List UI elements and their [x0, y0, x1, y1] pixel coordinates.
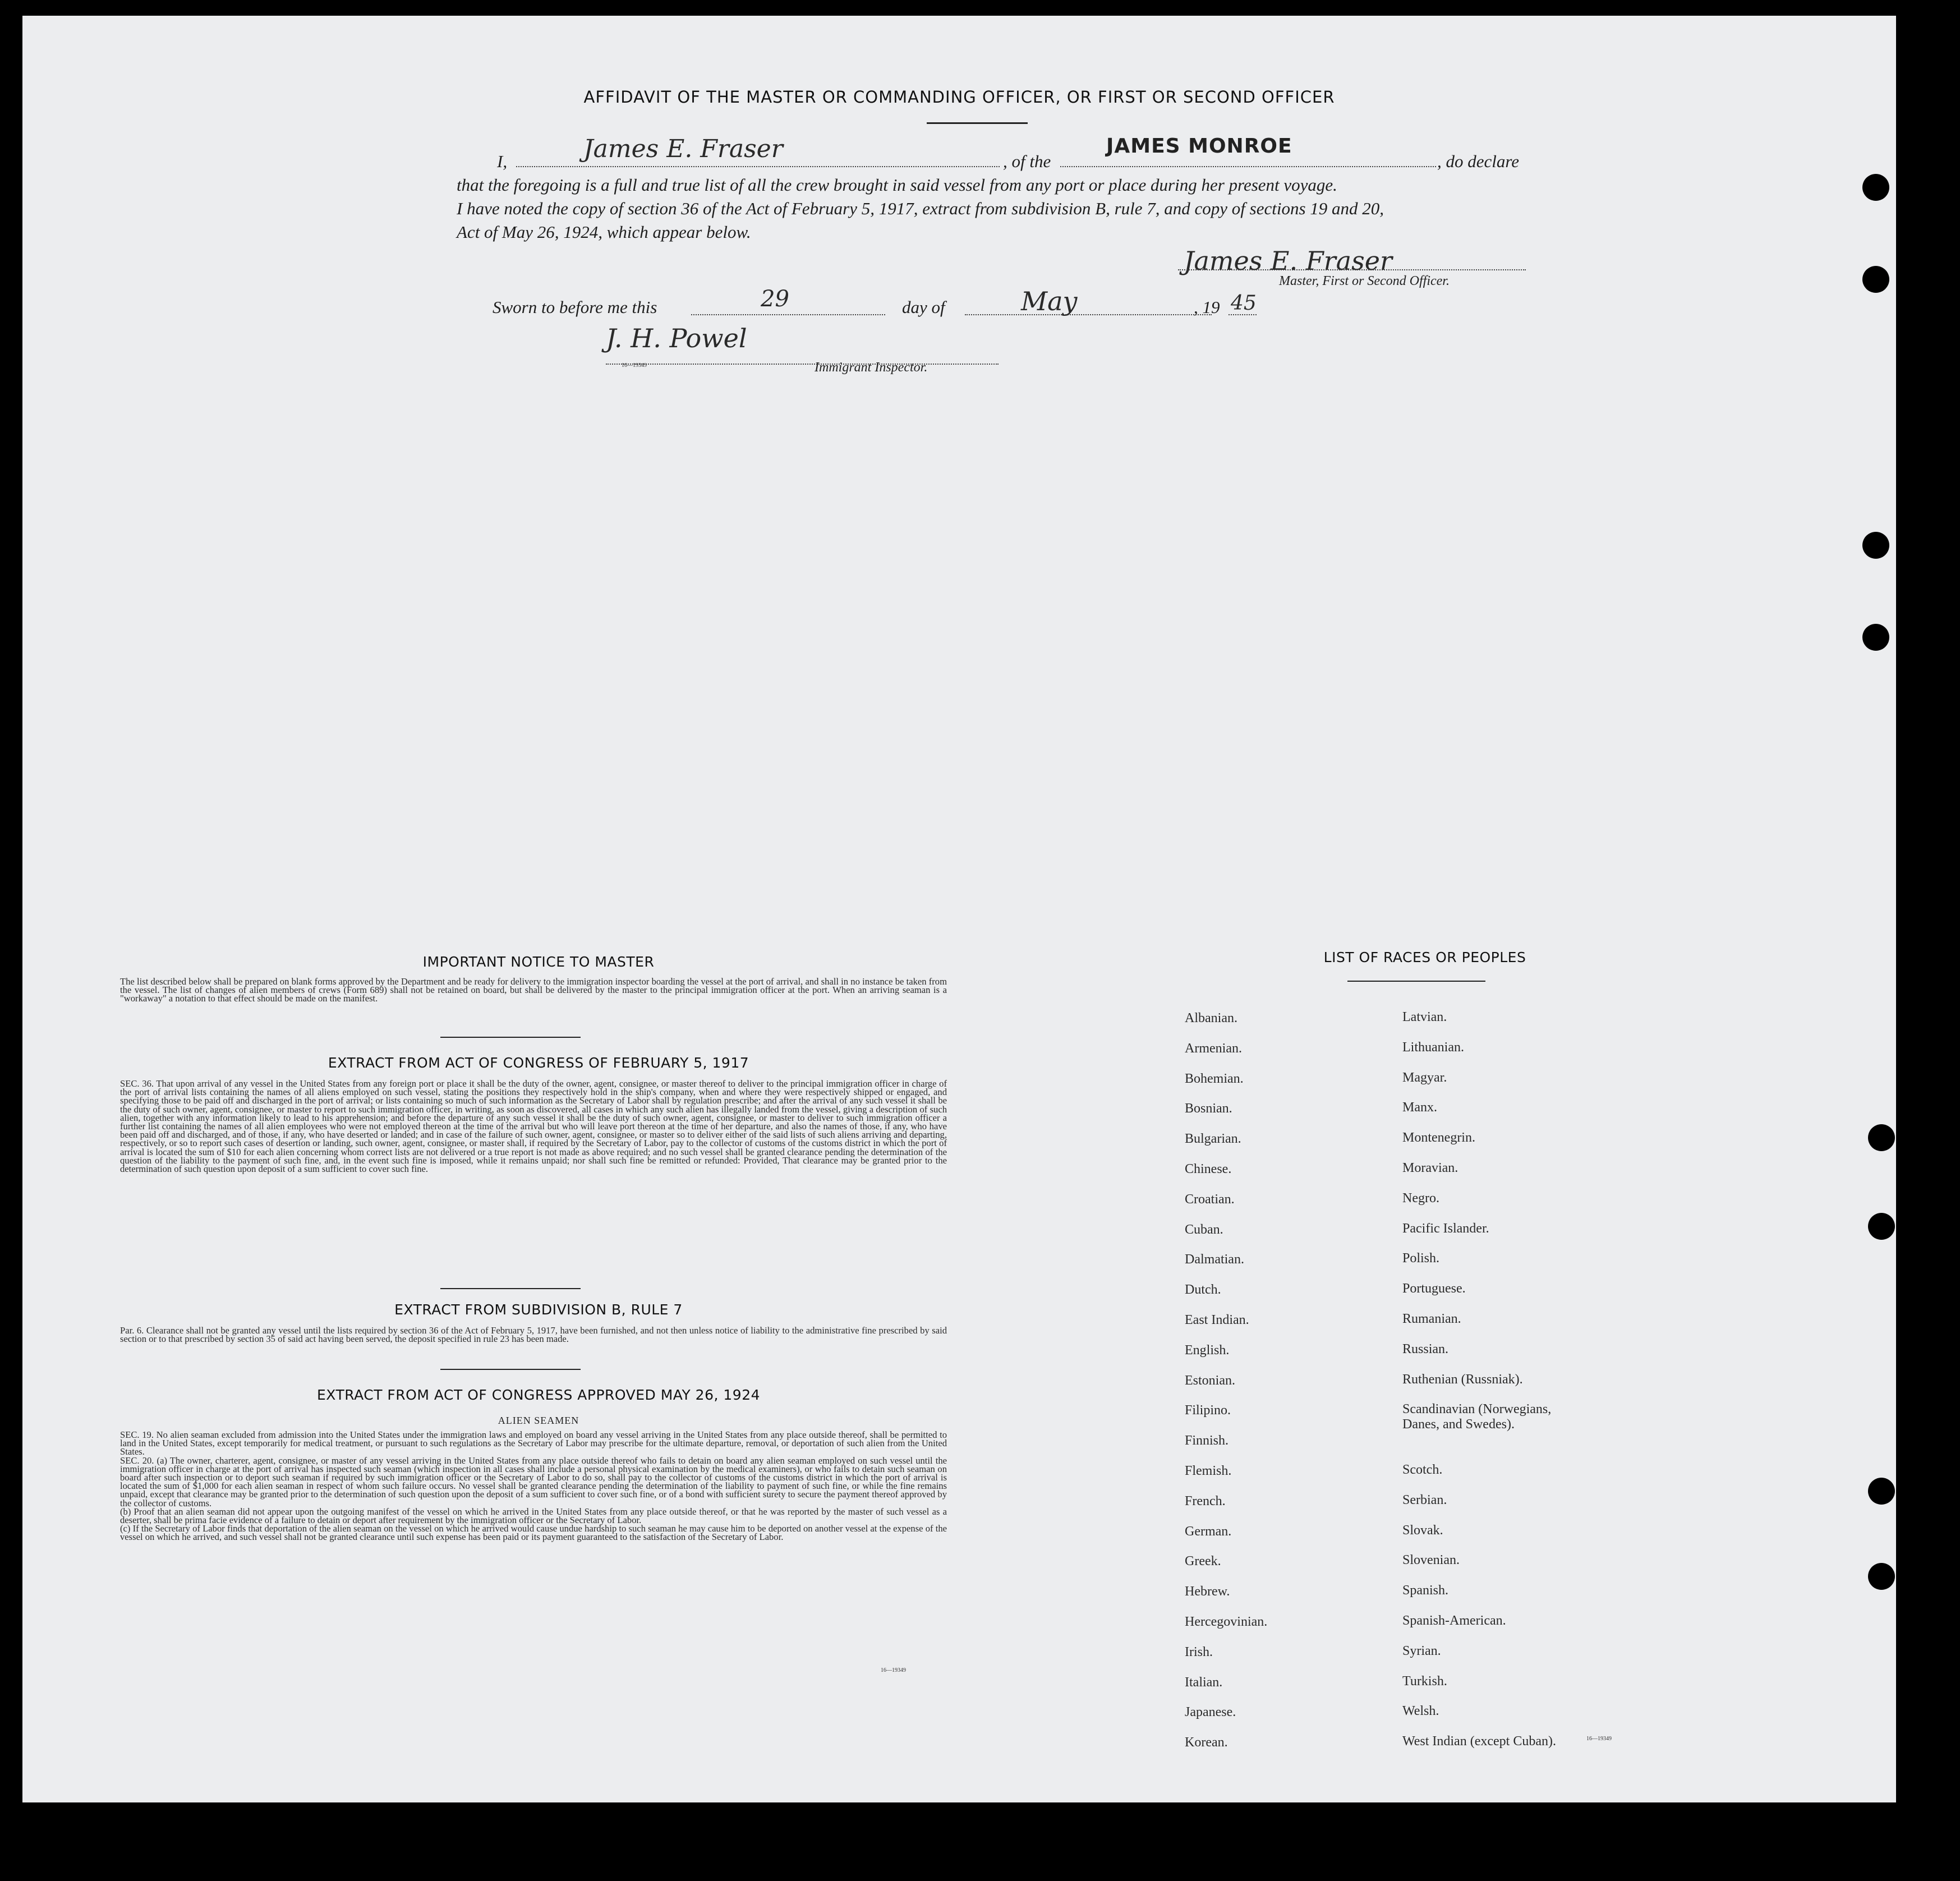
race-item: English.: [1185, 1342, 1230, 1358]
extract-1917-divider: [440, 1288, 581, 1289]
notice-title: IMPORTANT NOTICE TO MASTER: [422, 954, 655, 970]
race-item: Flemish.: [1185, 1464, 1232, 1478]
race-item: French.: [1185, 1493, 1226, 1509]
race-item: Japanese.: [1185, 1705, 1236, 1720]
day-of-text: day of: [902, 297, 945, 317]
race-item: Dalmatian.: [1185, 1252, 1244, 1267]
binder-hole: [1862, 174, 1889, 201]
month-line: [965, 314, 1212, 315]
race-item: Slovenian.: [1402, 1553, 1460, 1568]
extract-1917-title: EXTRACT FROM ACT OF CONGRESS OF FEBRUARY 5, 1917: [328, 1055, 749, 1071]
notice-divider: [440, 1037, 581, 1038]
master-name-line: [516, 166, 1000, 167]
affidavit-of-the: , of the: [1003, 151, 1051, 171]
race-item: Moravian.: [1402, 1161, 1459, 1175]
binder-hole: [1862, 532, 1889, 559]
rule-b7-text: Par. 6. Clearance shall not be granted any vessel until the lists required by section 36 of the Act of February 5, 1917, have been furnished, and not then unless notice of liability to the administrative fine prescribed by said section or to that prescribed by section 35 of said act having been served, the deposit specified in rule 23 has been made.: [120, 1325, 947, 1345]
race-item: Irish.: [1185, 1644, 1213, 1659]
race-item: Latvian.: [1402, 1010, 1447, 1024]
race-item: Serbian.: [1402, 1492, 1447, 1507]
race-item: Spanish-American.: [1402, 1613, 1506, 1628]
day-handwritten: 29: [761, 286, 789, 312]
race-item: Pacific Islander.: [1402, 1221, 1489, 1236]
race-item: Lithuanian.: [1402, 1040, 1464, 1055]
race-item: Turkish.: [1402, 1673, 1447, 1689]
race-item: Bohemian.: [1185, 1071, 1244, 1086]
race-item: Estonian.: [1185, 1373, 1235, 1388]
race-item: Polish.: [1402, 1251, 1440, 1266]
binder-hole: [1868, 1124, 1895, 1151]
race-item: Albanian.: [1185, 1011, 1237, 1025]
race-item: Bulgarian.: [1185, 1132, 1241, 1147]
race-item: Syrian.: [1402, 1643, 1441, 1658]
rule-b7-divider: [440, 1369, 581, 1370]
race-item: Negro.: [1402, 1190, 1439, 1206]
race-item: Cuban.: [1185, 1222, 1223, 1237]
inspector-signature: J. H. Powel: [606, 323, 747, 353]
vessel-name-stamp: JAMES MONROE: [1106, 135, 1292, 158]
race-item: Hebrew.: [1185, 1584, 1230, 1599]
document-page: [22, 16, 1896, 1802]
binder-hole: [1868, 1213, 1895, 1240]
race-item: German.: [1185, 1524, 1232, 1539]
extract-1924-title: EXTRACT FROM ACT OF CONGRESS APPROVED MAY 26, 1924: [316, 1387, 761, 1403]
extract-1924-subtitle: ALIEN SEAMEN: [498, 1415, 579, 1426]
affidavit-i: I,: [497, 151, 508, 171]
binder-hole: [1862, 266, 1889, 293]
race-item: Korean.: [1185, 1735, 1228, 1750]
race-item: Croatian.: [1185, 1192, 1235, 1207]
race-item: Montenegrin.: [1402, 1130, 1475, 1146]
races-divider: [1347, 981, 1485, 982]
affidavit-line4: Act of May 26, 1924, which appear below.: [457, 222, 751, 242]
race-item: Scandinavian (Norwegians, Danes, and Swedes).: [1402, 1402, 1552, 1432]
affidavit-title: AFFIDAVIT OF THE MASTER OR COMMANDING OFFICER, OR FIRST OR SECOND OFFICER: [583, 88, 1335, 107]
race-item: Magyar.: [1402, 1070, 1447, 1085]
year-line: [1229, 314, 1257, 315]
extract-1924-form-number: 16—19349: [881, 1667, 906, 1673]
day-line: [691, 314, 885, 315]
race-item: Portuguese.: [1402, 1281, 1466, 1296]
race-item: Ruthenian (Russniak).: [1402, 1372, 1523, 1387]
affidavit-form-number: 16—19349: [622, 362, 647, 369]
race-item: East Indian.: [1185, 1313, 1249, 1327]
binder-hole: [1868, 1478, 1895, 1505]
affidavit-line3: I have noted the copy of section 36 of the Act of February 5, 1917, extract from subdivision B, rule 7, and copy of sections 19 and 20,: [457, 199, 1384, 218]
binder-hole: [1868, 1563, 1895, 1590]
races-title: LIST OF RACES OR PEOPLES: [1323, 949, 1526, 965]
race-item: Scotch.: [1402, 1463, 1443, 1477]
sworn-text: Sworn to before me this: [493, 297, 657, 317]
master-name-handwritten: James E. Fraser: [583, 135, 783, 163]
race-item: Rumanian.: [1402, 1312, 1461, 1326]
rule-b7-title: EXTRACT FROM SUBDIVISION B, RULE 7: [394, 1301, 683, 1318]
race-item: Russian.: [1402, 1341, 1449, 1356]
inspector-line: [606, 364, 999, 365]
race-item: West Indian (except Cuban).: [1402, 1734, 1556, 1749]
binder-hole: [1862, 624, 1889, 651]
race-item: Finnish.: [1185, 1433, 1229, 1448]
master-signature: James E. Fraser: [1184, 246, 1392, 276]
races-form-number: 16—19349: [1586, 1736, 1612, 1742]
extract-1917-text: SEC. 36. That upon arrival of any vessel in the United States from any foreign port or place it shall be the duty of the owner, agent, consignee, or master thereof to deliver to the principal immigration officer in charge of the port of arrival lists containing the names of all aliens employed on such vessel, stating the positions they respectively hold in the ship's company, when and where they were respectively shipped or engaged, and specifying those to be paid off and discharged in the port of arrival; or lists containing so much of such information as the Secretary of Labor shall by regulation prescribe; and after the arrival of any such vessel it shall be the duty of such owner, agent, consignee, or master to report to such immigration officer, in writing, as soon as discovered, all cases in which any such alien has illegally landed from the vessel, giving a description of such alien, together with any information likely to lead to his apprehension; and before the departure of any such vessel it shall be the duty of such owner, agent, consignee, or master to deliver to such immigration officer a further list containing the names of all alien employees who were not employed thereon at the time of the arrival but who will leave port thereon at the time of her departure, and also the names of those, if any, who have been paid off and discharged, and of those, if any, who have deserted or landed; and in case of the failure of such owner, agent, consignee, or master so to deliver either of the said lists of such aliens arriving and departing, respectively, or so to report such cases of desertion or landing, such owner, agent, consignee, or master shall, if required by the Secretary of Labor, pay to the collector of customs of the customs district in which the port of arrival is located the sum of $10 for each alien concerning whom correct lists are not delivered or a true report is not made as above required; and no such vessel shall be granted clearance pending the determination of the question of the liability to the payment of such fine, and, in the event such fine is imposed, while it remains unpaid; nor shall such fine be remitted or refunded: Provided, That clearance may be granted prior to the determination of such question upon deposit of a sum sufficient to cover such fine.: [120, 1078, 947, 1175]
master-caption: Master, First or Second Officer.: [1279, 274, 1450, 288]
race-item: Manx.: [1402, 1100, 1437, 1115]
race-item: Filipino.: [1185, 1403, 1231, 1418]
race-item: Welsh.: [1402, 1704, 1439, 1719]
master-signature-line: [1178, 269, 1526, 270]
title-divider: [927, 122, 1028, 124]
race-item: Hercegovinian.: [1185, 1615, 1268, 1629]
race-item: Dutch.: [1185, 1282, 1221, 1298]
race-item: Armenian.: [1185, 1041, 1242, 1056]
year-handwritten: 45: [1231, 292, 1257, 315]
race-item: Bosnian.: [1185, 1101, 1232, 1116]
extract-1924-text: SEC. 19. No alien seaman excluded from admission into the United States under the immigration laws and employed on board any vessel arriving in the United States from any place outside thereof, shall be permitted to land in the United States, except temporarily for medical treatment, or pursuant to such regulations as the Secretary of Labor may prescribe for the ultimate departure, removal, or deportation of such alien from the United States. SEC. 20. (a) The owner, charterer, agent, consignee, or master of any vessel arriving in the United States from any place outside thereof who fails to detain on board any alien seaman employed on such vessel until the immigration officer in charge at the port of arrival has inspected such seaman (which inspection in all cases shall include a personal physical examination by the medical examiners), or who fails to detain such seaman on board after such inspection or to deport such seaman if required by such immigration officer or the Secretary of Labor to do so, shall pay to the collector of customs of the customs district in which the port of arrival is located the sum of $1,000 for each alien seaman in respect of whom such failure occurs. No vessel shall be granted clearance pending the determination of the liability to payment of such fine, or while the fine remains unpaid, except that clearance may be granted prior to the determination of such question upon the deposit of a sum sufficient to cover such fine, or of a bond with sufficient surety to secure the payment thereof approved by the collector of customs. (b) Proof that an alien seaman did not appear upon the outgoing manifest of the vessel on which he arrived in the United States from any place outside thereof, or that he was reported by the master of such vessel as a deserter, shall be prima facie evidence of a failure to detain or deport after requirement by the immigration officer or the Secretary of Labor. (c) If the Secretary of Labor finds that deportation of the alien seaman on the vessel on which he arrived would cause undue hardship to such seaman he may cause him to be deported on another vessel at the expense of the vessel on which he arrived, and such vessel shall not be granted clearance until such expense has been paid or its payment guaranteed to the satisfaction of the Secretary of Labor.: [120, 1429, 947, 1543]
race-item: Slovak.: [1402, 1523, 1443, 1538]
year-prefix: , 19: [1194, 297, 1220, 317]
notice-text: The list described below shall be prepared on blank forms approved by the Department and be ready for delivery to the immigration inspector boarding the vessel at the port of arrival, and shall in no instance be taken from the vessel. The list of changes of alien members of crews (Form 689) shall not be retained on board, but shall be delivered by the master to the principal immigration officer at the port. When an arriving seaman is a "workaway" a notation to that effect should be made on the manifest.: [120, 976, 947, 1004]
race-item: Spanish.: [1402, 1583, 1449, 1598]
race-item: Italian.: [1185, 1675, 1223, 1690]
race-item: Greek.: [1185, 1554, 1221, 1569]
vessel-name-line: [1060, 166, 1436, 167]
inspector-caption: Immigrant Inspector.: [815, 360, 928, 375]
affidavit-do-declare: , do declare: [1437, 151, 1520, 171]
race-item: Chinese.: [1185, 1162, 1232, 1176]
affidavit-line2: that the foregoing is a full and true list of all the crew brought in said vessel from any port or place during her present voyage.: [457, 175, 1337, 195]
month-handwritten: May: [1021, 286, 1078, 316]
